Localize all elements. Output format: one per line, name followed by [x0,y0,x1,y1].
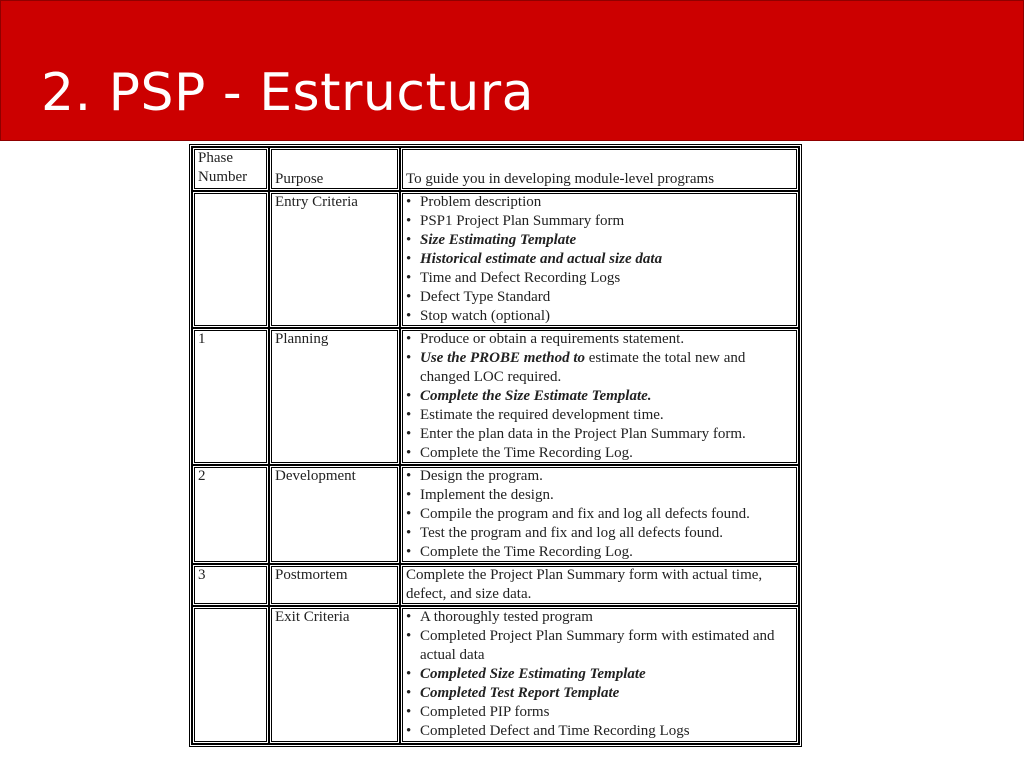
item-text: Estimate the required development time. [420,407,664,423]
list-item [406,193,793,212]
table-row [192,606,799,744]
list-item [406,212,793,231]
emphasized-text: Size Estimating Template [420,232,577,248]
table-row [192,465,799,564]
phase-detail-cell [400,465,799,564]
title-banner [0,0,1024,141]
item-text: Design the program. [420,468,543,484]
item-text: Enter the plan data in the Project Plan Summary form. [420,426,746,442]
item-text: Defect Type Standard [420,289,551,305]
phase-number-cell: 2 [192,465,269,564]
item-text: Stop watch (optional) [420,308,550,324]
list-item [406,543,793,562]
phase-name-cell: Exit Criteria [269,606,400,744]
list-item [406,627,793,665]
phase-name-cell: Postmortem [269,564,400,606]
table-header-row [192,147,799,191]
phase-number-cell [192,191,269,328]
header-purpose: Purpose [269,147,400,191]
table-row [192,564,799,606]
emphasized-text: Historical estimate and actual size data [420,251,663,267]
item-text: PSP1 Project Plan Summary form [420,213,625,229]
item-text: Compile the program and fix and log all defects found. [420,506,750,522]
item-text: A thoroughly tested program [420,609,593,625]
item-text: Produce or obtain a requirements statement. [420,331,685,347]
phase-name-cell: Planning [269,328,400,465]
phase-name-cell: Development [269,465,400,564]
emphasized-text: Complete the Size Estimate Template. [420,388,652,404]
list-item [406,330,793,349]
list-item [406,608,793,627]
list-item [406,703,793,722]
list-item [406,444,793,463]
phase-detail-cell [400,191,799,328]
phase-detail-cell [400,328,799,465]
phase-detail-cell [400,606,799,744]
list-item [406,307,793,326]
list-item [406,288,793,307]
list-item [406,467,793,486]
phase-number-cell: 1 [192,328,269,465]
list-item [406,269,793,288]
table-row [192,191,799,328]
list-item [406,684,793,703]
list-item [406,505,793,524]
table-row [192,328,799,465]
phase-number-cell: 3 [192,564,269,606]
bullet-list [406,608,793,741]
phase-name-cell: Entry Criteria [269,191,400,328]
slide-title: 2. PSP - Estructura [41,63,535,123]
emphasized-text: Completed Size Estimating Template [420,666,646,682]
emphasized-text: Use the PROBE method to [420,350,586,366]
item-text: Time and Defect Recording Logs [420,270,621,286]
list-item [406,349,793,387]
item-text: Completed PIP forms [420,704,550,720]
detail-text: Complete the Project Plan Summary form with actual time, defect, and size data. [406,567,763,602]
list-item [406,665,793,684]
list-item [406,425,793,444]
psp-phase-table [191,146,800,745]
header-phase-number: Phase Number [192,147,269,191]
header-description: To guide you in developing module-level programs [400,147,799,191]
list-item [406,250,793,269]
item-text: estimate the total new and changed LOC required. [420,350,746,385]
phase-number-cell [192,606,269,744]
bullet-list [406,467,793,562]
list-item [406,722,793,741]
bullet-list [406,330,793,463]
item-text: Problem description [420,194,542,210]
item-text: Complete the Time Recording Log. [420,445,633,461]
list-item [406,524,793,543]
phase-detail-cell [400,564,799,606]
item-text: Completed Defect and Time Recording Logs [420,723,690,739]
bullet-list [406,193,793,326]
item-text: Test the program and fix and log all defects found. [420,525,724,541]
item-text: Implement the design. [420,487,554,503]
list-item [406,486,793,505]
list-item [406,406,793,425]
emphasized-text: Completed Test Report Template [420,685,620,701]
psp-table-container [191,146,800,742]
item-text: Completed Project Plan Summary form with estimated and actual data [420,628,775,663]
list-item [406,387,793,406]
item-text: Complete the Time Recording Log. [420,544,633,560]
list-item [406,231,793,250]
